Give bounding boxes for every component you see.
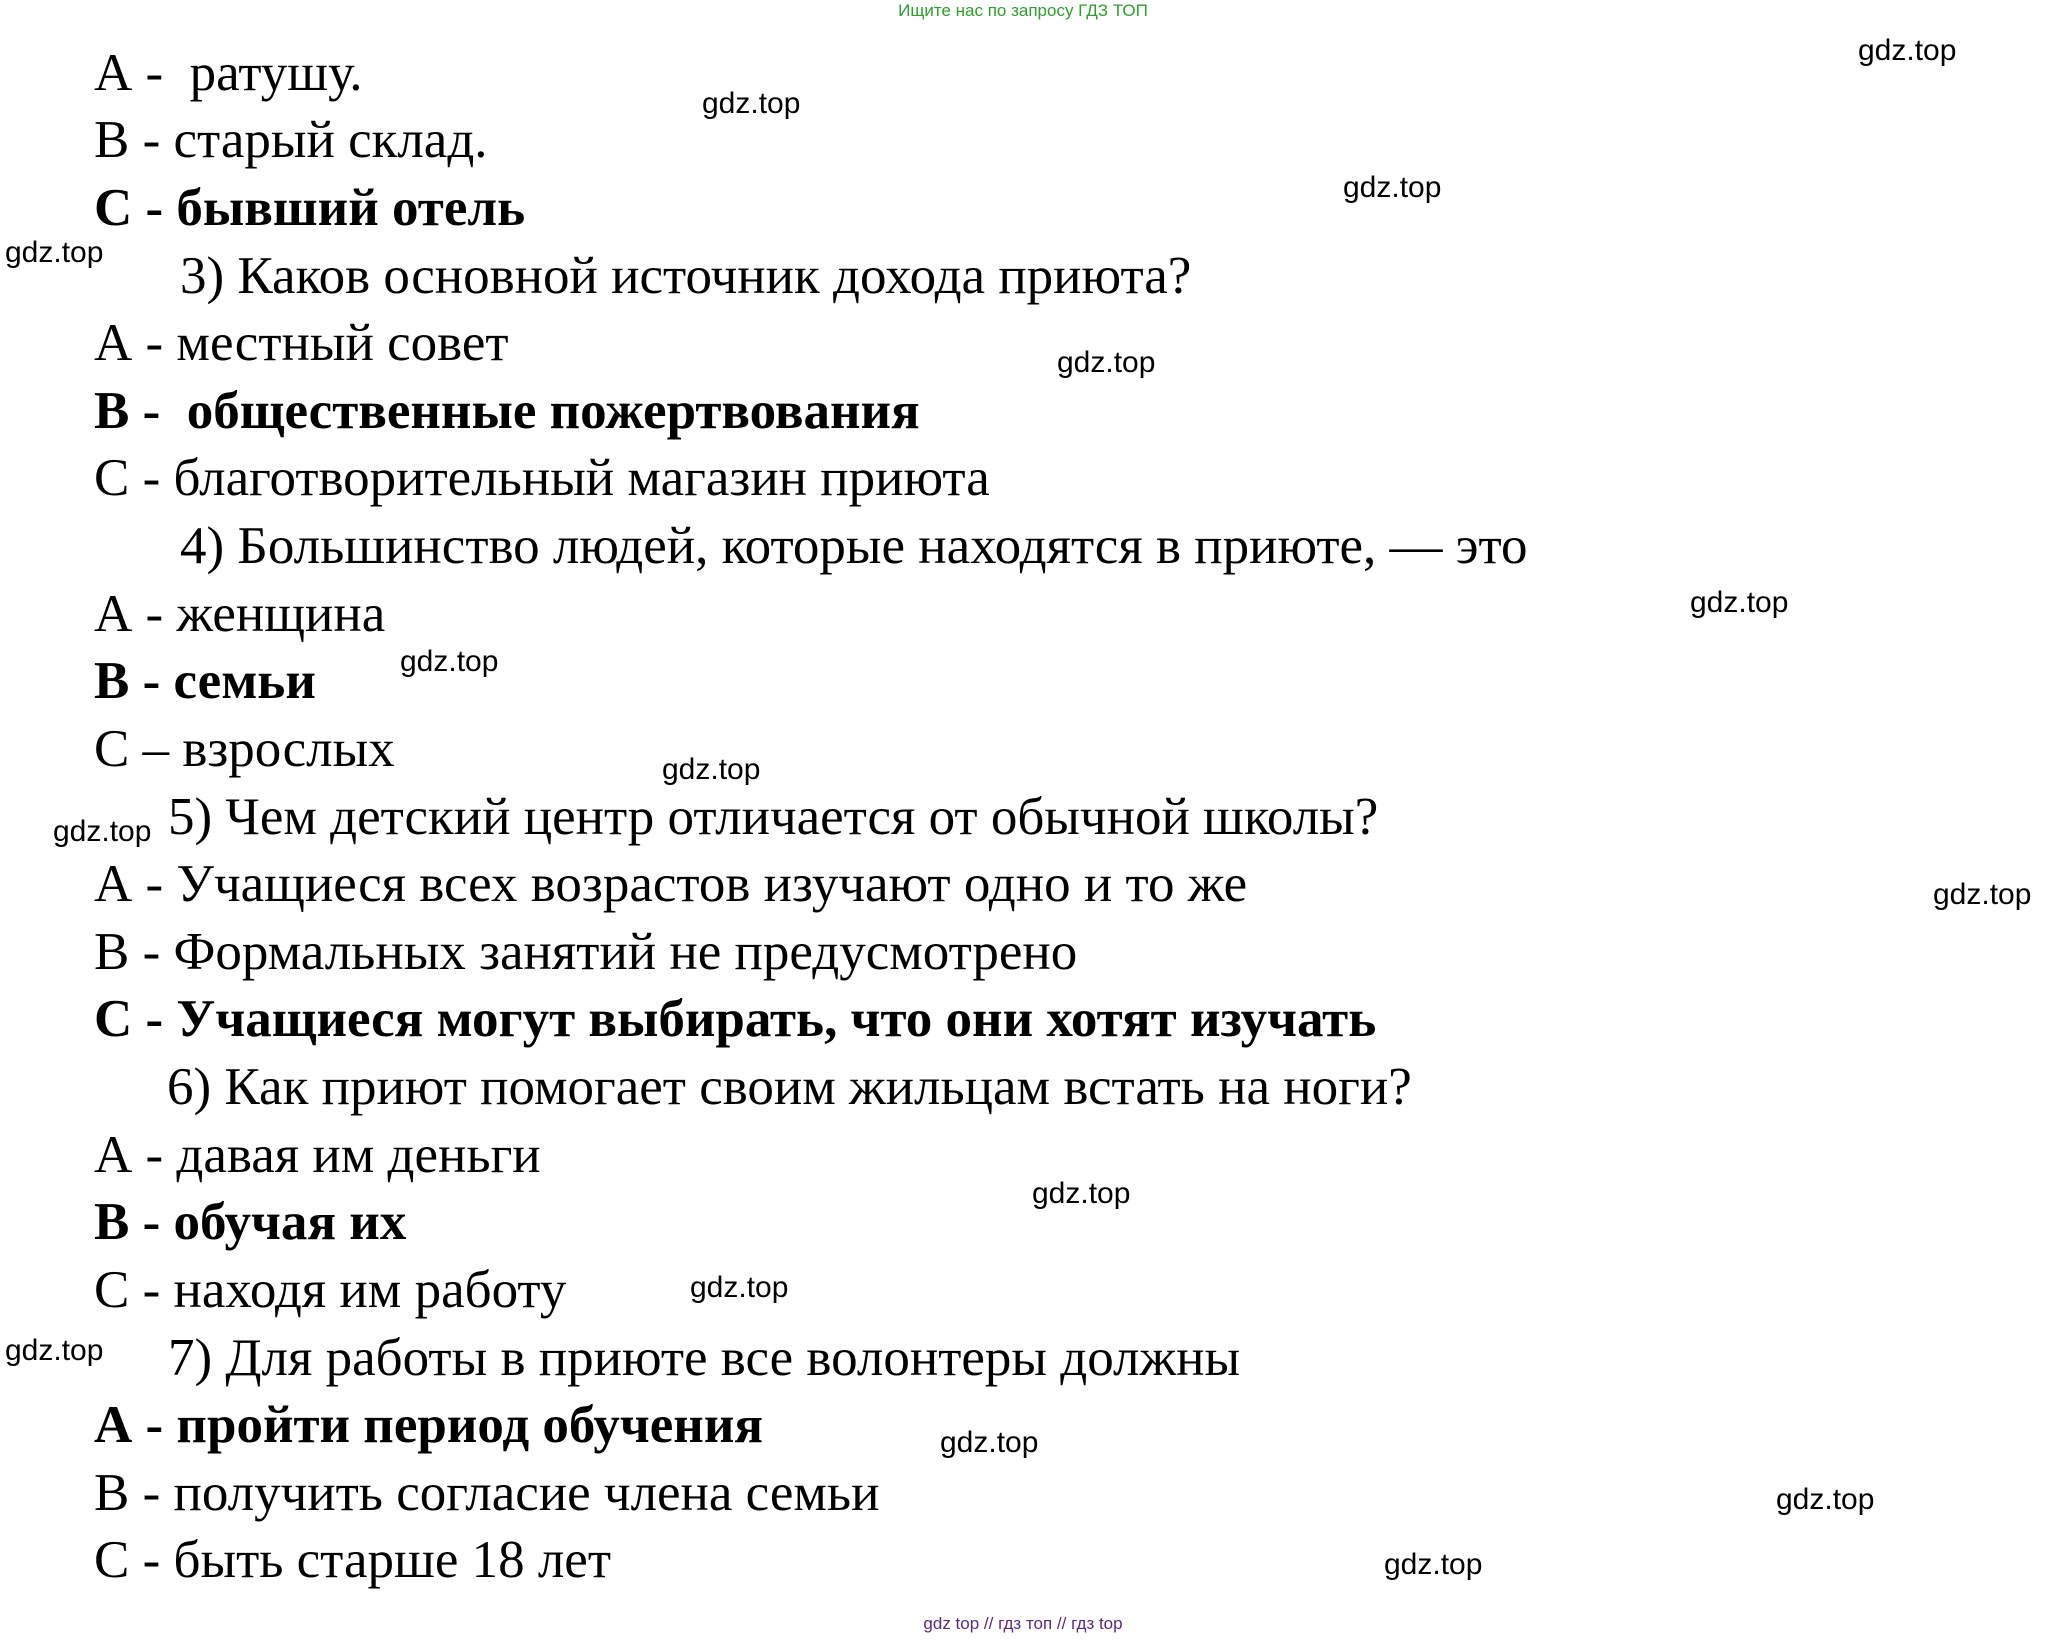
- watermark: gdz.top: [1690, 586, 1789, 619]
- watermark: gdz.top: [5, 236, 104, 269]
- answer-line-correct: С - бывший отель: [94, 179, 526, 237]
- answer-line: А - Учащиеся всех возрастов изучают одно и то же: [94, 855, 1248, 913]
- watermark: gdz.top: [5, 1334, 104, 1367]
- question-line: 7) Для работы в приюте все волонтеры должны: [168, 1329, 1241, 1387]
- watermark: gdz.top: [702, 87, 801, 120]
- answer-line: С - находя им работу: [94, 1261, 567, 1319]
- watermark: gdz.top: [400, 645, 499, 678]
- footer: gdz top // гдз топ // гдз top: [923, 1614, 1123, 1633]
- answer-line-correct: А - пройти период обучения: [94, 1396, 764, 1454]
- answer-line-correct: С - Учащиеся могут выбирать, что они хотят изучать: [94, 990, 1377, 1048]
- question-line: 4) Большинство людей, которые находятся в приюте, — это: [180, 517, 1528, 575]
- watermark: gdz.top: [1933, 878, 2032, 911]
- watermark: gdz.top: [1776, 1483, 1875, 1516]
- answer-line-correct: В - семьи: [94, 652, 316, 710]
- answer-line-correct: В - общественные пожертвования: [94, 382, 920, 440]
- answer-line: А - местный совет: [94, 314, 509, 372]
- answer-line: А - давая им деньги: [94, 1126, 541, 1184]
- watermark: gdz.top: [690, 1271, 789, 1304]
- question-line: 5) Чем детский центр отличается от обычной школы?: [168, 788, 1379, 846]
- question-line: 3) Каков основной источник дохода приюта?: [180, 247, 1192, 305]
- top-banner: Ищите нас по запросу ГДЗ ТОП: [898, 1, 1148, 20]
- answer-line: А - женщина: [94, 585, 386, 643]
- watermark: gdz.top: [1032, 1177, 1131, 1210]
- watermark: gdz.top: [1384, 1548, 1483, 1581]
- answer-line: С - благотворительный магазин приюта: [94, 449, 990, 507]
- answer-line: А - ратушу.: [94, 44, 363, 102]
- answer-line: В - получить согласие члена семьи: [94, 1464, 880, 1522]
- watermark: gdz.top: [662, 753, 761, 786]
- watermark: gdz.top: [1057, 346, 1156, 379]
- watermark: gdz.top: [53, 815, 152, 848]
- watermark: gdz.top: [1858, 34, 1957, 67]
- watermark: gdz.top: [940, 1426, 1039, 1459]
- answer-line: С - быть старше 18 лет: [94, 1531, 611, 1589]
- watermark: gdz.top: [1343, 171, 1442, 204]
- answer-line: В - старый склад.: [94, 111, 488, 169]
- answer-line: С – взрослых: [94, 720, 395, 778]
- question-line: 6) Как приют помогает своим жильцам встать на ноги?: [167, 1058, 1412, 1116]
- answer-line-correct: В - обучая их: [94, 1193, 407, 1251]
- answer-line: В - Формальных занятий не предусмотрено: [94, 923, 1078, 981]
